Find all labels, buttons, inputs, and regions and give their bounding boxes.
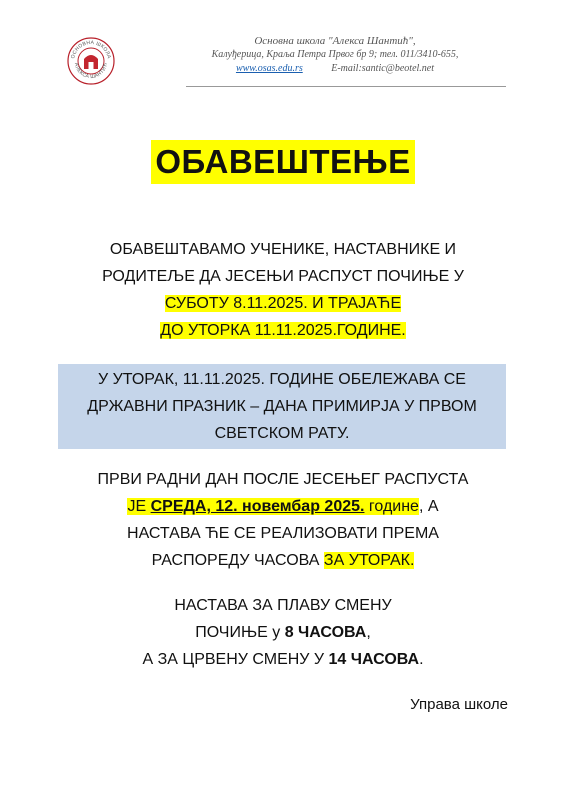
p4-starts: ПОЧИЊЕ у bbox=[195, 624, 281, 641]
p3-tail: , А bbox=[418, 498, 439, 515]
p3-line-2 bbox=[40, 493, 526, 520]
page-title: ОБАВЕШТЕЊЕ bbox=[151, 140, 414, 184]
logo-text-bottom: АЛЕКСА ШАНТИЋ bbox=[72, 62, 110, 81]
first-workday-notice bbox=[40, 466, 526, 574]
break-announcement bbox=[40, 236, 526, 344]
p3-je: ЈЕ bbox=[127, 498, 147, 515]
p1-line-3: СУБОТУ 8.11.2025. И ТРАЈАЋЕ bbox=[164, 295, 402, 312]
school-logo bbox=[66, 36, 116, 86]
p3-line-1: ПРВИ РАДНИ ДАН ПОСЛЕ ЈЕСЕЊЕГ РАСПУСТА bbox=[97, 471, 469, 488]
p4-line-2 bbox=[40, 619, 526, 646]
p4-blue-time: 8 ЧАСОВА bbox=[284, 624, 367, 641]
contact-line bbox=[150, 62, 520, 76]
p2-line-2: ДРЖАВНИ ПРАЗНИК – ДАНА ПРИМИРЈА У ПРВОМ bbox=[87, 398, 477, 415]
p4-red-shift: А ЗА ЦРВЕНУ СМЕНУ У bbox=[142, 651, 325, 668]
p4-red-time: 14 ЧАСОВА bbox=[328, 651, 420, 668]
p3-tuesday: ЗА УТОРАК. bbox=[323, 552, 415, 569]
p2-line-3: СВЕТСКОМ РАТУ. bbox=[214, 425, 350, 442]
p3-line-3: НАСТАВА ЋЕ СЕ РЕАЛИЗОВАТИ ПРЕМА bbox=[127, 525, 439, 542]
p4-period: . bbox=[419, 651, 424, 668]
website-link[interactable]: www.osas.edu.rs bbox=[235, 63, 303, 74]
title-container bbox=[0, 140, 566, 184]
p4-line-1: НАСТАВА ЗА ПЛАВУ СМЕНУ bbox=[174, 597, 392, 614]
p4-comma: , bbox=[366, 624, 371, 641]
p1-line-1: ОБАВЕШТАВАМО УЧЕНИКЕ, НАСТАВНИКЕ И bbox=[109, 241, 457, 258]
p3-date: СРЕДА, 12. новембар 2025. bbox=[150, 498, 365, 515]
email-text: E-mail:santic@beotel.net bbox=[331, 63, 435, 74]
shift-schedule bbox=[40, 592, 526, 673]
signature: Управа школе bbox=[410, 696, 508, 713]
school-address: Калуђерица, Краља Петра Првог бр 9; тел. 011/3410-655, bbox=[211, 49, 459, 60]
p3-highlight bbox=[127, 498, 418, 515]
logo-text-top: ОСНОВНА ШКОЛА bbox=[70, 39, 112, 60]
p3-line-4 bbox=[40, 547, 526, 574]
school-name: Основна школа "Алекса Шантић", bbox=[254, 35, 416, 47]
p3-godine: године bbox=[368, 498, 419, 515]
p3-schedule: РАСПОРЕДУ ЧАСОВА bbox=[151, 552, 320, 569]
p2-line-1: У УТОРАК, 11.11.2025. ГОДИНЕ ОБЕЛЕЖАВА СЕ bbox=[98, 371, 466, 388]
p1-line-4: ДО УТОРКА 11.11.2025.ГОДИНЕ. bbox=[160, 322, 406, 339]
p1-line-2: РОДИТЕЉЕ ДА ЈЕСЕЊИ РАСПУСТ ПОЧИЊЕ У bbox=[102, 268, 464, 285]
p4-line-3 bbox=[40, 646, 526, 673]
letterhead-divider bbox=[186, 86, 506, 87]
holiday-notice bbox=[58, 364, 506, 449]
